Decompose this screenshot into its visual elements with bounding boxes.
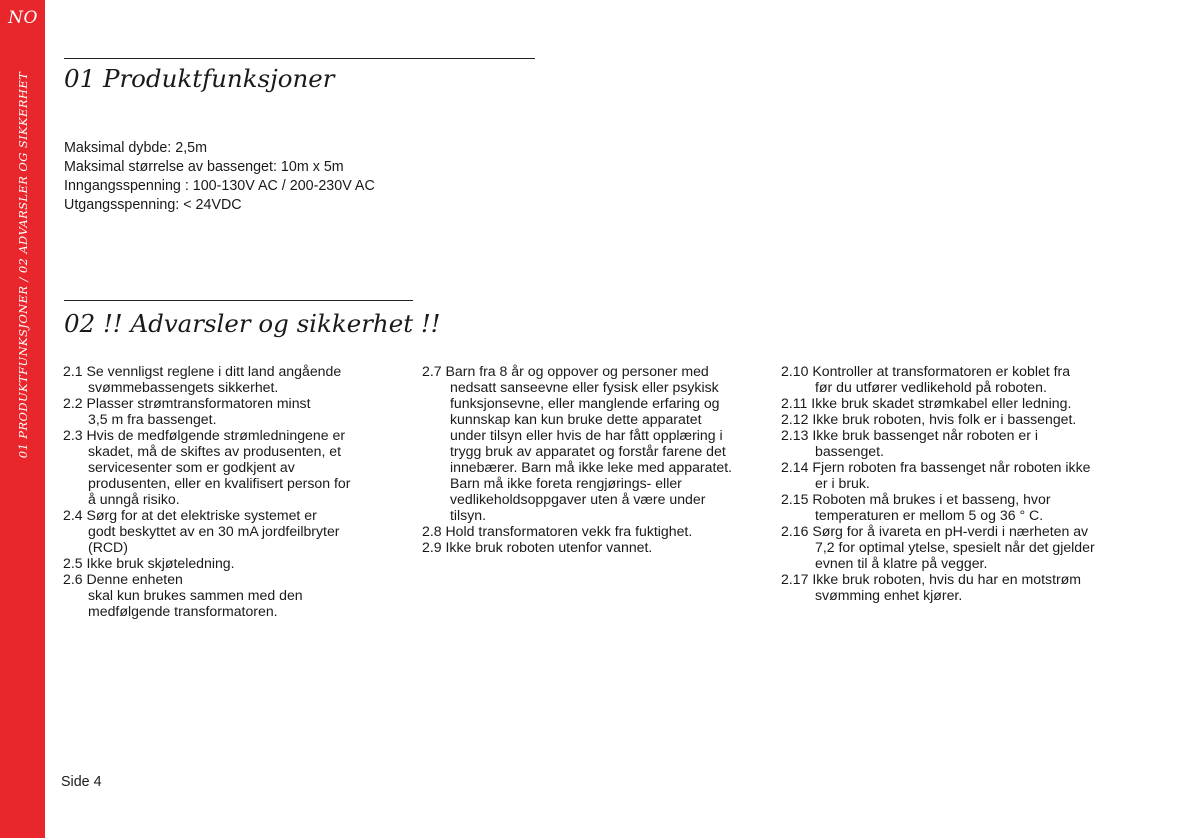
warning-item-text: 2.16 Sørg for å ivareta en pH-verdi i nærheten av: [781, 523, 1089, 539]
warning-item: [63, 571, 350, 619]
warnings-column-2: [422, 363, 732, 555]
warning-item-text: 2.6 Denne enheten: [63, 571, 183, 587]
warning-item-text: 2.11 Ikke bruk skadet strømkabel eller ledning.: [781, 395, 1072, 411]
product-specs-list: [64, 139, 375, 215]
warning-item-continuation: kunnskap kan kun bruke dette apparatet: [450, 411, 702, 427]
warning-item-text: 2.2 Plasser strømtransformatoren minst: [63, 395, 311, 411]
warning-item-continuation: bassenget.: [815, 443, 884, 459]
spec-max-pool-size: Maksimal størrelse av bassenget: 10m x 5m: [64, 159, 344, 175]
warning-item-text: 2.13 Ikke bruk bassenget når roboten er i: [781, 427, 1038, 443]
warning-item-text: 2.9 Ikke bruk roboten utenfor vannet.: [422, 539, 653, 555]
warning-item: [422, 539, 732, 555]
warning-item-continuation: godt beskyttet av en 30 mA jordfeilbryter: [88, 523, 340, 539]
warning-item-continuation: innebærer. Barn må ikke leke med apparatet.: [450, 459, 733, 475]
warning-item-continuation: 7,2 for optimal ytelse, spesielt når det gjelder: [815, 539, 1095, 555]
warning-item: [63, 427, 350, 507]
warning-item-continuation: svømmebassengets sikkerhet.: [88, 379, 279, 395]
warning-item-text: 2.1 Se vennligst reglene i ditt land angående: [63, 363, 342, 379]
sidebar: [0, 0, 45, 838]
spec-output-voltage: Utgangsspenning: < 24VDC: [64, 197, 242, 213]
warnings-column-1: [63, 363, 350, 619]
section2-divider: [64, 300, 413, 301]
warning-item-continuation: før du utfører vedlikehold på roboten.: [815, 379, 1047, 395]
spec-input-voltage: Inngangsspenning : 100-130V AC / 200-230V AC: [64, 178, 375, 194]
section1-divider: [64, 58, 535, 59]
warning-item-continuation: medfølgende transformatoren.: [88, 603, 278, 619]
warnings-column-3: [781, 363, 1095, 603]
warning-item-text: 2.4 Sørg for at det elektriske systemet er: [63, 507, 317, 523]
warning-item: [63, 363, 350, 395]
warning-item-continuation: temperaturen er mellom 5 og 36 ° C.: [815, 507, 1044, 523]
warning-item-text: 2.10 Kontroller at transformatoren er koblet fra: [781, 363, 1071, 379]
warning-item: [781, 491, 1095, 523]
warning-item-continuation: svømming enhet kjører.: [815, 587, 963, 603]
section1-title: 01 Produktfunksjoner: [64, 64, 335, 93]
warning-item-continuation: (RCD): [88, 539, 128, 555]
warning-item: [63, 507, 350, 555]
warning-item-continuation: under tilsyn eller hvis de har fått opplæring i: [450, 427, 723, 443]
warning-item: [781, 571, 1095, 603]
language-code: NO: [8, 8, 38, 28]
warning-item-continuation: 3,5 m fra bassenget.: [88, 411, 217, 427]
warning-item: [781, 523, 1095, 571]
warning-item: [63, 555, 350, 571]
warning-item-text: 2.12 Ikke bruk roboten, hvis folk er i bassenget.: [781, 411, 1077, 427]
warning-item: [63, 395, 350, 427]
warning-item-continuation: tilsyn.: [450, 507, 487, 523]
warning-item: [781, 363, 1095, 395]
spec-max-depth: Maksimal dybde: 2,5m: [64, 140, 208, 156]
warning-item-continuation: produsenten, eller en kvalifisert person for: [88, 475, 351, 491]
warning-item-continuation: trygg bruk av apparatet og forstår farene det: [450, 443, 726, 459]
warning-item-text: 2.7 Barn fra 8 år og oppover og personer med: [422, 363, 709, 379]
section-vertical-title: 01 PRODUKTFUNKSJONER / 02 ADVARSLER OG SIKKERHET: [16, 71, 30, 459]
warning-item-continuation: Barn må ikke foreta rengjørings- eller: [450, 475, 682, 491]
section2-title: 02 !! Advarsler og sikkerhet !!: [64, 309, 441, 338]
warning-item: [781, 427, 1095, 459]
warning-item: [781, 395, 1095, 411]
warning-item-continuation: nedsatt sanseevne eller fysisk eller psykisk: [450, 379, 719, 395]
warning-item-text: 2.14 Fjern roboten fra bassenget når roboten ikke: [781, 459, 1091, 475]
warning-item: [781, 459, 1095, 491]
warning-item-text: 2.3 Hvis de medfølgende strømledningene er: [63, 427, 346, 443]
warning-item-text: 2.5 Ikke bruk skjøteledning.: [63, 555, 235, 571]
warning-item: [422, 363, 732, 523]
warning-item-continuation: er i bruk.: [815, 475, 870, 491]
warning-item-continuation: skal kun brukes sammen med den: [88, 587, 303, 603]
warning-item-continuation: å unngå risiko.: [88, 491, 180, 507]
warning-item: [422, 523, 732, 539]
warning-item-text: 2.8 Hold transformatoren vekk fra fuktighet.: [422, 523, 693, 539]
warning-item-text: 2.15 Roboten må brukes i et basseng, hvor: [781, 491, 1051, 507]
warning-item-continuation: funksjonsevne, eller manglende erfaring og: [450, 395, 720, 411]
warning-item-continuation: servicesenter som er godkjent av: [88, 459, 295, 475]
warning-item: [781, 411, 1095, 427]
warning-item-continuation: skadet, må de skiftes av produsenten, et: [88, 443, 342, 459]
warning-item-text: 2.17 Ikke bruk roboten, hvis du har en motstrøm: [781, 571, 1082, 587]
warning-item-continuation: vedlikeholdsoppgaver uten å være under: [450, 491, 706, 507]
warning-item-continuation: evnen til å klatre på vegger.: [815, 555, 988, 571]
page-number: Side 4: [61, 774, 102, 790]
